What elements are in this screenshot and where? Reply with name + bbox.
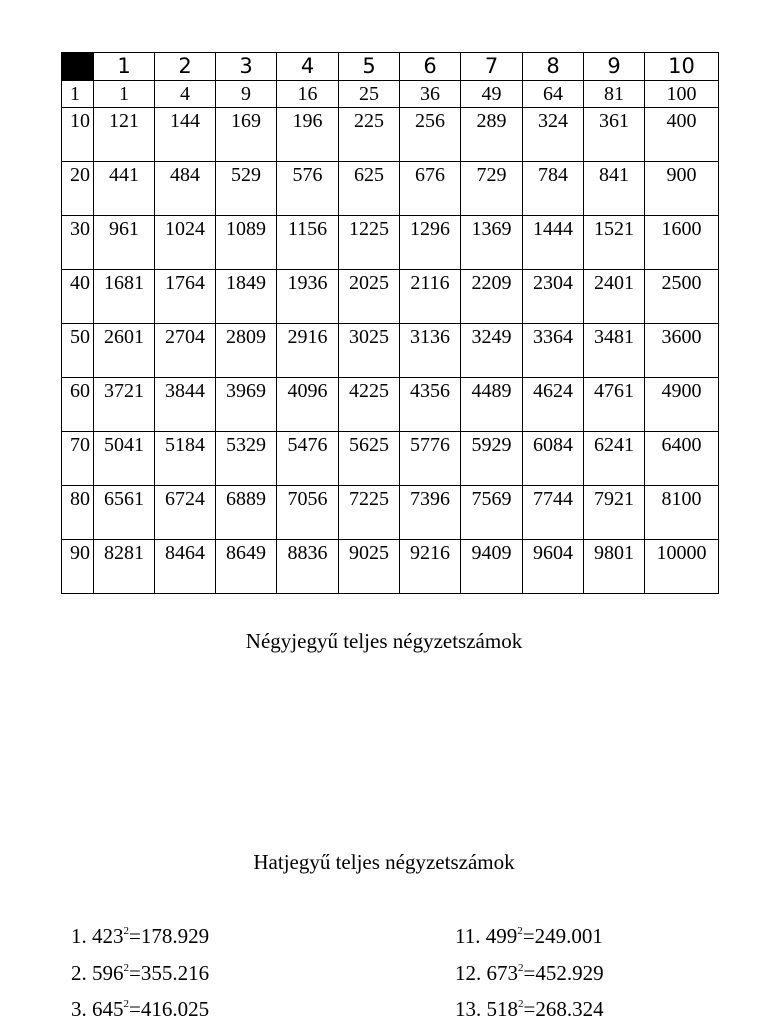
table-row xyxy=(62,324,719,378)
table-cell: 4900 xyxy=(645,378,719,432)
table-cell: 5625 xyxy=(339,432,400,486)
table-cell: 2025 xyxy=(339,270,400,324)
row-header: 30 xyxy=(62,216,94,270)
equation-result: =268.324 xyxy=(523,997,604,1021)
equation-base: 2. 596 xyxy=(71,960,124,985)
six-digit-caption: Hatjegyű teljes négyzetszámok xyxy=(253,850,515,874)
table-cell: 9216 xyxy=(400,540,461,594)
table-cell: 576 xyxy=(277,162,339,216)
table-cell: 3136 xyxy=(400,324,461,378)
table-cell: 2209 xyxy=(461,270,523,324)
table-cell: 1681 xyxy=(94,270,155,324)
table-cell: 841 xyxy=(584,162,645,216)
equation-item xyxy=(71,994,371,1031)
row-header: 10 xyxy=(62,108,94,162)
table-cell: 484 xyxy=(155,162,216,216)
table-cell: 2704 xyxy=(155,324,216,378)
table-cell: 1521 xyxy=(584,216,645,270)
table-row xyxy=(62,270,719,324)
equations-right-column xyxy=(455,921,755,1031)
equation-result: =178.929 xyxy=(129,924,210,948)
table-cell: 169 xyxy=(216,108,277,162)
column-header: 5 xyxy=(339,53,400,81)
table-cell: 2116 xyxy=(400,270,461,324)
table-row xyxy=(62,108,719,162)
column-header: 10 xyxy=(645,53,719,81)
equation-base: 3. 645 xyxy=(71,997,124,1021)
row-header: 40 xyxy=(62,270,94,324)
equation-base: 1. 423 xyxy=(71,924,124,948)
table-cell: 3969 xyxy=(216,378,277,432)
table-cell: 441 xyxy=(94,162,155,216)
table-cell: 4356 xyxy=(400,378,461,432)
corner-cell xyxy=(62,53,94,81)
table-body xyxy=(62,81,719,594)
four-digit-caption: Négyjegyű teljes négyzetszámok xyxy=(245,629,523,653)
table-cell: 1600 xyxy=(645,216,719,270)
table-cell: 324 xyxy=(523,108,584,162)
table-cell: 3844 xyxy=(155,378,216,432)
table-cell: 196 xyxy=(277,108,339,162)
table-cell: 4096 xyxy=(277,378,339,432)
table-row xyxy=(62,378,719,432)
table-cell: 8649 xyxy=(216,540,277,594)
equation-result: =416.025 xyxy=(129,997,210,1021)
table-row xyxy=(62,81,719,108)
row-header: 20 xyxy=(62,162,94,216)
table-cell: 7396 xyxy=(400,486,461,540)
table-cell: 144 xyxy=(155,108,216,162)
table-cell: 2401 xyxy=(584,270,645,324)
table-cell: 3481 xyxy=(584,324,645,378)
table-cell: 4624 xyxy=(523,378,584,432)
table-cell: 8836 xyxy=(277,540,339,594)
row-header: 60 xyxy=(62,378,94,432)
table-cell: 225 xyxy=(339,108,400,162)
table-cell: 7744 xyxy=(523,486,584,540)
table-cell: 2809 xyxy=(216,324,277,378)
table-cell: 4225 xyxy=(339,378,400,432)
table-cell: 1089 xyxy=(216,216,277,270)
table-cell: 400 xyxy=(645,108,719,162)
table-row xyxy=(62,432,719,486)
column-header: 1 xyxy=(94,53,155,81)
table-row xyxy=(62,162,719,216)
table-cell: 1024 xyxy=(155,216,216,270)
table-cell: 100 xyxy=(645,81,719,108)
column-header: 7 xyxy=(461,53,523,81)
equation-exponent: 2 xyxy=(123,961,129,974)
table-cell: 3364 xyxy=(523,324,584,378)
table-cell: 1444 xyxy=(523,216,584,270)
equation-result: =355.216 xyxy=(129,960,210,985)
table-cell: 9604 xyxy=(523,540,584,594)
table-cell: 1 xyxy=(94,81,155,108)
table-cell: 9801 xyxy=(584,540,645,594)
table-cell: 6889 xyxy=(216,486,277,540)
table-cell: 64 xyxy=(523,81,584,108)
table-cell: 5329 xyxy=(216,432,277,486)
table-header-row xyxy=(62,53,719,81)
table-row xyxy=(62,216,719,270)
table-cell: 3249 xyxy=(461,324,523,378)
row-header: 70 xyxy=(62,432,94,486)
table-cell: 5929 xyxy=(461,432,523,486)
table-cell: 7225 xyxy=(339,486,400,540)
table-cell: 256 xyxy=(400,108,461,162)
equation-exponent: 2 xyxy=(123,998,129,1010)
table-cell: 2304 xyxy=(523,270,584,324)
table-cell: 5776 xyxy=(400,432,461,486)
table-cell: 4 xyxy=(155,81,216,108)
table-row xyxy=(62,486,719,540)
row-header: 90 xyxy=(62,540,94,594)
table-cell: 8464 xyxy=(155,540,216,594)
column-header: 8 xyxy=(523,53,584,81)
table-cell: 3721 xyxy=(94,378,155,432)
equation-item xyxy=(71,958,371,995)
table-cell: 1156 xyxy=(277,216,339,270)
table-cell: 529 xyxy=(216,162,277,216)
equations-left-column xyxy=(71,921,371,1031)
table-cell: 1936 xyxy=(277,270,339,324)
table-cell: 5476 xyxy=(277,432,339,486)
table-row xyxy=(62,540,719,594)
row-header: 80 xyxy=(62,486,94,540)
squares-table xyxy=(61,52,719,594)
table-cell: 10000 xyxy=(645,540,719,594)
equation-exponent: 2 xyxy=(123,925,129,937)
equation-result: =249.001 xyxy=(522,924,603,948)
table-cell: 5041 xyxy=(94,432,155,486)
table-cell: 8100 xyxy=(645,486,719,540)
table-cell: 6400 xyxy=(645,432,719,486)
column-header: 4 xyxy=(277,53,339,81)
table-cell: 1764 xyxy=(155,270,216,324)
table-cell: 961 xyxy=(94,216,155,270)
table-cell: 9025 xyxy=(339,540,400,594)
table-cell: 7569 xyxy=(461,486,523,540)
table-cell: 676 xyxy=(400,162,461,216)
table-cell: 625 xyxy=(339,162,400,216)
table-cell: 1296 xyxy=(400,216,461,270)
table-cell: 289 xyxy=(461,108,523,162)
equation-exponent: 2 xyxy=(518,998,524,1010)
table-cell: 4489 xyxy=(461,378,523,432)
table-cell: 900 xyxy=(645,162,719,216)
table-cell: 6561 xyxy=(94,486,155,540)
equation-item xyxy=(455,921,755,958)
table-cell: 3600 xyxy=(645,324,719,378)
equation-base: 13. 518 xyxy=(455,997,518,1021)
equation-exponent: 2 xyxy=(518,961,524,974)
table-cell: 2601 xyxy=(94,324,155,378)
row-header: 50 xyxy=(62,324,94,378)
column-header: 6 xyxy=(400,53,461,81)
column-header: 9 xyxy=(584,53,645,81)
table-cell: 36 xyxy=(400,81,461,108)
table-cell: 6241 xyxy=(584,432,645,486)
table-cell: 7056 xyxy=(277,486,339,540)
table-cell: 6724 xyxy=(155,486,216,540)
row-header: 1 xyxy=(62,81,94,108)
equation-item xyxy=(71,921,371,958)
table-cell: 8281 xyxy=(94,540,155,594)
equation-item xyxy=(455,994,755,1031)
table-cell: 5184 xyxy=(155,432,216,486)
table-cell: 2500 xyxy=(645,270,719,324)
equation-base: 11. 499 xyxy=(455,924,518,948)
column-header: 2 xyxy=(155,53,216,81)
table-cell: 81 xyxy=(584,81,645,108)
equation-exponent: 2 xyxy=(517,925,523,937)
table-cell: 49 xyxy=(461,81,523,108)
column-header: 3 xyxy=(216,53,277,81)
table-cell: 121 xyxy=(94,108,155,162)
table-cell: 729 xyxy=(461,162,523,216)
table-cell: 9 xyxy=(216,81,277,108)
table-cell: 1225 xyxy=(339,216,400,270)
table-cell: 9409 xyxy=(461,540,523,594)
table-cell: 7921 xyxy=(584,486,645,540)
table-cell: 6084 xyxy=(523,432,584,486)
table-cell: 16 xyxy=(277,81,339,108)
table-cell: 1849 xyxy=(216,270,277,324)
table-cell: 25 xyxy=(339,81,400,108)
table-cell: 2916 xyxy=(277,324,339,378)
equation-base: 12. 673 xyxy=(455,960,518,985)
equation-item xyxy=(455,958,755,995)
table-cell: 4761 xyxy=(584,378,645,432)
table-cell: 3025 xyxy=(339,324,400,378)
table-cell: 361 xyxy=(584,108,645,162)
equation-result: =452.929 xyxy=(523,960,604,985)
table-cell: 784 xyxy=(523,162,584,216)
table-cell: 1369 xyxy=(461,216,523,270)
